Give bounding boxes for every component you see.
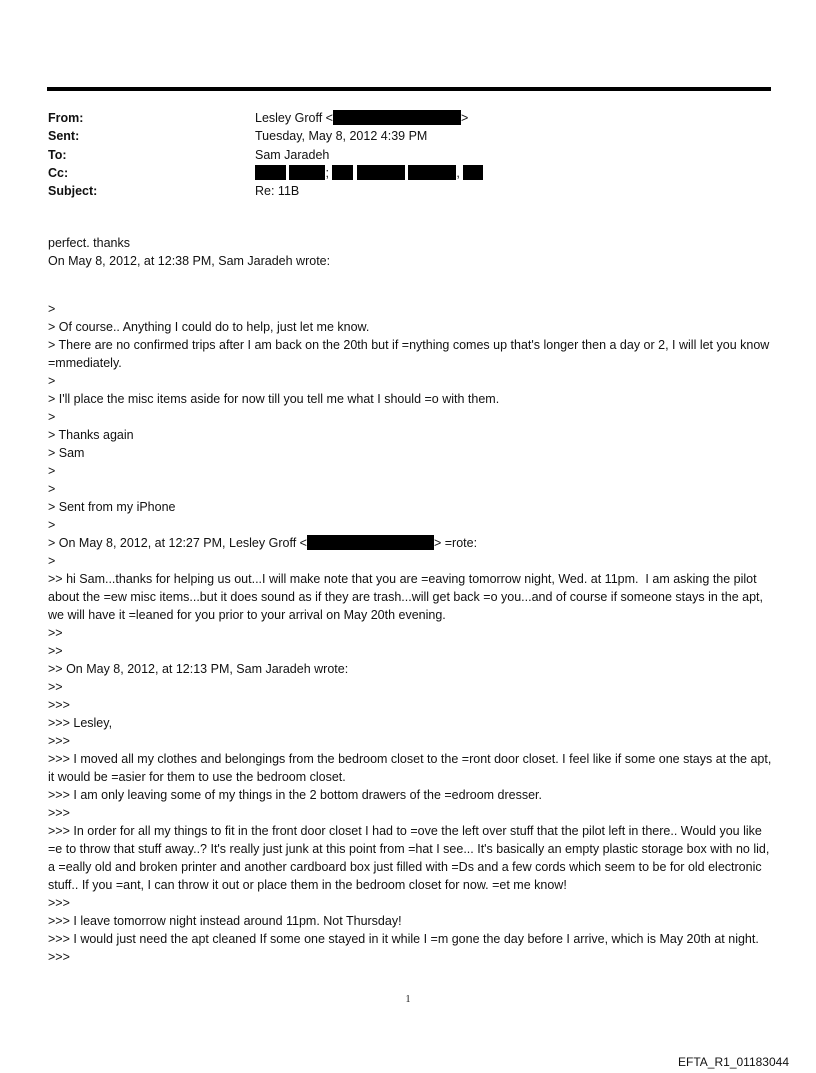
quoted-line: >>> <box>48 896 70 910</box>
quoted-line: > Thanks again <box>48 428 134 442</box>
spacer <box>48 270 772 300</box>
cc-row <box>48 164 768 182</box>
subject-label: Subject: <box>48 184 98 199</box>
quoted-line: >> <box>48 626 63 640</box>
quoted-line: > <box>48 410 56 424</box>
quoted-line: >> <box>48 680 63 694</box>
quoted-line: > Of course.. Anything I could do to help, just let me know. <box>48 320 370 334</box>
email-body <box>48 234 775 966</box>
quoted-attribution-prefix: > On May 8, 2012, at 12:27 PM, Lesley Groff < <box>48 536 307 550</box>
page-number: 1 <box>405 994 411 1005</box>
quoted-line: > I'll place the misc items aside for now till you tell me what I should =o with them. <box>48 392 500 406</box>
quoted-line: > There are no confirmed trips after I am back on the 20th but if =nything comes up that's longer then a day or 2, I will let you know =mmediately. <box>48 338 773 370</box>
quoted-line: >>> In order for all my things to fit in the front door closet I had to =ove the left over stuff that the pilot left in there.. Would you like =e to throw that stuff away..? It's really just junk at this point from =hat I see... It's basically an empty plastic storage box with no lid, a =eally old and broken printer and another cardboard box just filled with =Ds and a few cords which seem to be for old electronic stuff.. If you =ant, I can throw it out or place them in the bedroom closet for now. =et me know! <box>48 824 773 892</box>
quoted-line: > <box>48 554 56 568</box>
quoted-line: > <box>48 518 56 532</box>
quoted-line: >>> <box>48 698 70 712</box>
cc-label: Cc: <box>48 165 69 180</box>
quoted-line: >>> <box>48 734 70 748</box>
cc-value <box>255 164 483 182</box>
quoted-line: >>> <box>48 950 70 964</box>
redaction-block <box>333 110 461 125</box>
redaction-block <box>357 165 405 180</box>
quoted-line: >> On May 8, 2012, at 12:13 PM, Sam Jaradeh wrote: <box>48 662 349 676</box>
subject-row <box>48 182 768 200</box>
reply-text: perfect. thanks <box>48 236 130 250</box>
to-value: Sam Jaradeh <box>255 147 330 162</box>
from-label: From: <box>48 111 84 125</box>
header-divider-rule <box>47 87 771 91</box>
sent-value: Tuesday, May 8, 2012 4:39 PM <box>255 129 428 144</box>
quoted-attribution-suffix: > =rote: <box>433 536 478 550</box>
sent-label: Sent: <box>48 129 80 144</box>
quoted-line: > Sam <box>48 446 85 460</box>
sent-row <box>48 127 768 145</box>
from-close: > <box>460 111 469 125</box>
document-id: EFTA_R1_01183044 <box>678 1055 789 1069</box>
cc-separator: ; <box>325 165 329 180</box>
redaction-block <box>307 535 434 550</box>
redaction-block <box>463 165 483 180</box>
subject-value: Re: 11B <box>255 184 300 199</box>
quoted-line: >>> I leave tomorrow night instead around 11pm. Not Thursday! <box>48 914 402 928</box>
quoted-line: > <box>48 482 56 496</box>
to-row <box>48 146 768 164</box>
email-header <box>48 109 768 200</box>
quoted-line: > Sent from my iPhone <box>48 500 176 514</box>
cc-separator: , <box>456 165 460 180</box>
from-row <box>48 109 768 127</box>
redaction-block <box>408 165 456 180</box>
from-name: Lesley Groff < <box>255 111 333 125</box>
quoted-line: >> <box>48 644 63 658</box>
quoted-attribution <box>48 534 772 552</box>
quoted-line: >>> I would just need the apt cleaned If some one stayed in it while I =m gone the day before I arrive, which is May 20th at night. <box>48 932 759 946</box>
quoted-line: > <box>48 464 56 478</box>
quoted-line: >>> Lesley, <box>48 716 113 730</box>
redaction-block <box>332 165 353 180</box>
redaction-block <box>255 165 286 180</box>
quoted-line: >>> I moved all my clothes and belongings from the bedroom closet to the =ront door closet. I feel like if some one stays at the apt, it would be =asier for them to use the bedroom closet. <box>48 752 775 784</box>
quoted-line: >> hi Sam...thanks for helping us out...I will make note that you are =eaving tomorrow night, Wed. at 11pm. I am asking the pilot about the =ew misc items...but it does sound as if they are trash...will get back =o you...and of course if someone stays in the apt, we will have it =leaned for you prior to your arrival on May 20th evening. <box>48 572 767 622</box>
to-label: To: <box>48 147 67 162</box>
quoted-line: >>> <box>48 806 70 820</box>
from-value <box>255 109 468 127</box>
quoted-line: >>> I am only leaving some of my things in the 2 bottom drawers of the =edroom dresser. <box>48 788 543 802</box>
quoted-line: > <box>48 302 56 316</box>
reply-attribution: On May 8, 2012, at 12:38 PM, Sam Jaradeh wrote: <box>48 254 331 268</box>
redaction-block <box>289 165 325 180</box>
quoted-line: > <box>48 374 56 388</box>
